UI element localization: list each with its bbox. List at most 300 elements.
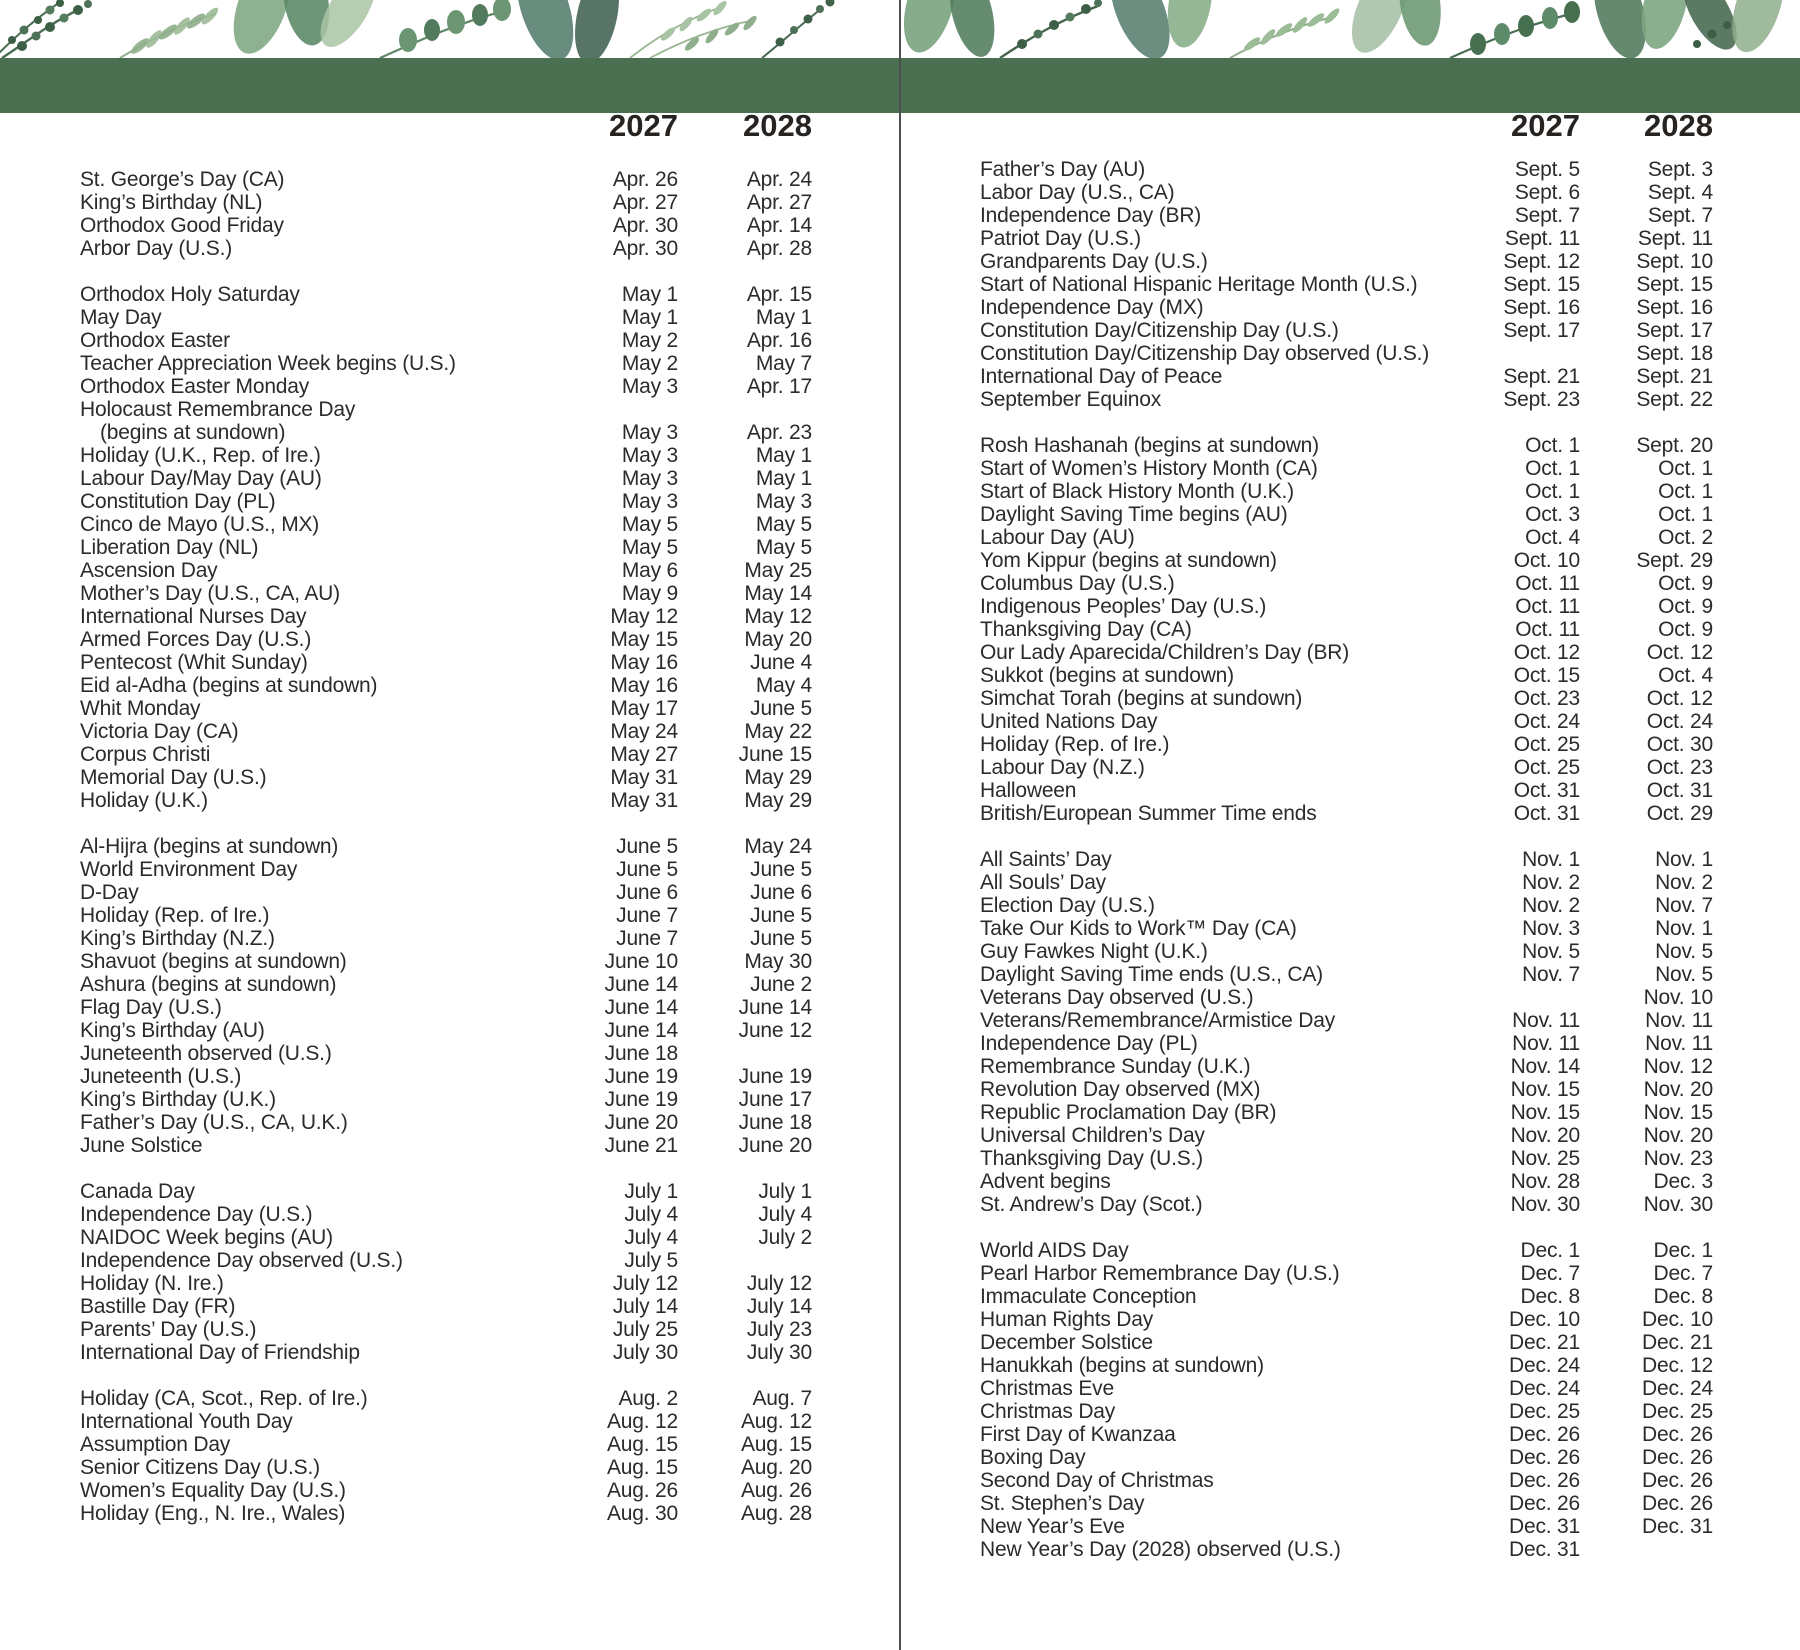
date-2027: May 17 (610, 697, 678, 720)
date-2028: Aug. 7 (752, 1387, 812, 1410)
holiday-name: Veterans Day observed (U.S.) (980, 986, 1254, 1009)
holiday-name: New Year’s Day (2028) observed (U.S.) (980, 1538, 1341, 1561)
date-2027: Sept. 17 (1503, 319, 1580, 342)
holiday-group (80, 1180, 812, 1364)
holiday-row (80, 467, 812, 490)
holiday-row (80, 743, 812, 766)
holiday-name: World Environment Day (80, 858, 298, 881)
date-2027: May 3 (621, 490, 678, 513)
holiday-row (80, 1272, 812, 1295)
date-2027: Nov. 30 (1510, 1193, 1580, 1216)
date-2028: June 2 (750, 973, 812, 996)
date-2028: Oct. 9 (1658, 618, 1713, 641)
date-2027: May 3 (621, 375, 678, 398)
holiday-name: St. Stephen’s Day (980, 1492, 1145, 1515)
date-2027: Dec. 21 (1509, 1331, 1580, 1354)
holiday-row (80, 1456, 812, 1479)
holiday-row (80, 1249, 812, 1272)
holiday-name: Orthodox Good Friday (80, 214, 284, 237)
date-2027: June 19 (604, 1088, 678, 1111)
holiday-name: Holiday (U.K., Rep. of Ire.) (80, 444, 321, 467)
date-2027: Oct. 15 (1513, 664, 1580, 687)
holiday-name: Start of Black History Month (U.K.) (980, 480, 1294, 503)
holiday-name: Guy Fawkes Night (U.K.) (980, 940, 1208, 963)
holiday-row (80, 1387, 812, 1410)
date-2028: Nov. 11 (1645, 1032, 1713, 1055)
holiday-name: Christmas Day (980, 1400, 1116, 1423)
holiday-row (80, 1479, 812, 1502)
right-holiday-list (980, 158, 1713, 1561)
date-2028: Sept. 4 (1647, 181, 1713, 204)
holiday-name: (begins at sundown) (100, 421, 286, 444)
date-2028: July 14 (746, 1295, 812, 1318)
date-2027: Dec. 26 (1509, 1446, 1580, 1469)
holiday-name: Constitution Day/Citizenship Day observed (U.S.) (980, 342, 1430, 365)
holiday-row (980, 1078, 1713, 1101)
light-leaf-cluster (1340, 0, 1446, 58)
holiday-row (980, 250, 1713, 273)
date-2028: Oct. 9 (1658, 595, 1713, 618)
holiday-name: Pearl Harbor Remembrance Day (U.S.) (980, 1262, 1340, 1285)
date-2027: July 4 (624, 1203, 678, 1226)
holiday-name: Yom Kippur (begins at sundown) (980, 549, 1277, 572)
holiday-name: St. George’s Day (CA) (80, 168, 285, 191)
teal-leaf-cluster (505, 0, 626, 58)
holiday-row (980, 526, 1713, 549)
date-2028: June 4 (750, 651, 812, 674)
holiday-row (80, 191, 812, 214)
date-2027: Aug. 26 (607, 1479, 678, 1502)
date-2028: Sept. 17 (1636, 319, 1713, 342)
holiday-group (80, 283, 812, 812)
holiday-row (980, 710, 1713, 733)
holiday-row (980, 457, 1713, 480)
holiday-row (80, 1203, 812, 1226)
holiday-row (80, 283, 812, 306)
date-2028: Apr. 27 (746, 191, 812, 214)
date-2028: Oct. 1 (1658, 457, 1713, 480)
holiday-name: Mother’s Day (U.S., CA, AU) (80, 582, 340, 605)
holiday-name: D-Day (80, 881, 139, 904)
date-2028: May 14 (744, 582, 812, 605)
date-2027: July 4 (624, 1226, 678, 1249)
date-2028: May 1 (755, 444, 812, 467)
date-2028: Nov. 11 (1645, 1009, 1713, 1032)
holiday-row (980, 388, 1713, 411)
holiday-name: Al-Hijra (begins at sundown) (80, 835, 339, 858)
date-2027: May 27 (610, 743, 678, 766)
holiday-name: Assumption Day (80, 1433, 231, 1456)
holiday-name: International Nurses Day (80, 605, 307, 628)
holiday-row (80, 789, 812, 812)
date-2027: May 5 (621, 513, 678, 536)
holiday-row (980, 1469, 1713, 1492)
date-2027: Oct. 11 (1515, 595, 1580, 618)
holiday-name: Human Rights Day (980, 1308, 1154, 1331)
date-2027: May 31 (610, 766, 678, 789)
holiday-row (980, 756, 1713, 779)
holiday-row (80, 444, 812, 467)
date-2028: Apr. 28 (746, 237, 812, 260)
right-year-header-2028: 2028 (1644, 108, 1713, 143)
holiday-name: First Day of Kwanzaa (980, 1423, 1176, 1446)
holiday-row (980, 733, 1713, 756)
date-2028: Apr. 23 (746, 421, 812, 444)
holiday-group (980, 434, 1713, 825)
date-2027: June 14 (604, 1019, 678, 1042)
date-2027: June 6 (616, 881, 678, 904)
right-year-header-2027: 2027 (1511, 108, 1580, 143)
date-2027: July 30 (612, 1341, 678, 1364)
date-2028: Nov. 1 (1655, 848, 1713, 871)
date-2027: May 3 (621, 467, 678, 490)
date-2028: Oct. 30 (1646, 733, 1713, 756)
date-2027: Dec. 1 (1520, 1239, 1580, 1262)
date-2027: Sept. 7 (1514, 204, 1580, 227)
holiday-row (980, 1032, 1713, 1055)
holiday-row (980, 871, 1713, 894)
holiday-row (80, 1318, 812, 1341)
date-2027: May 1 (621, 306, 678, 329)
holiday-row (980, 963, 1713, 986)
date-2028: Nov. 12 (1643, 1055, 1713, 1078)
holiday-row (980, 1308, 1713, 1331)
date-2027: Apr. 27 (612, 191, 678, 214)
holiday-row (980, 940, 1713, 963)
date-2028: May 5 (755, 513, 812, 536)
date-2028: Sept. 11 (1637, 227, 1713, 250)
holiday-name: Whit Monday (80, 697, 201, 720)
date-2028: Sept. 21 (1636, 365, 1713, 388)
date-2027 (1480, 986, 1580, 1009)
holiday-row (980, 1492, 1713, 1515)
holiday-group (80, 1387, 812, 1525)
date-2027: Oct. 23 (1513, 687, 1580, 710)
holiday-name: Eid al-Adha (begins at sundown) (80, 674, 378, 697)
holiday-name: Senior Citizens Day (U.S.) (80, 1456, 320, 1479)
holiday-name: Thanksgiving Day (U.S.) (980, 1147, 1203, 1170)
date-2028: June 5 (750, 904, 812, 927)
holiday-name: Simchat Torah (begins at sundown) (980, 687, 1303, 710)
holiday-group (980, 848, 1713, 1216)
date-2027: May 2 (621, 352, 678, 375)
holiday-row (980, 204, 1713, 227)
holiday-row (80, 1226, 812, 1249)
date-2028 (678, 398, 812, 421)
holiday-name: Orthodox Holy Saturday (80, 283, 300, 306)
holiday-row (80, 1019, 812, 1042)
date-2028: July 4 (758, 1203, 812, 1226)
holiday-name: Juneteenth (U.S.) (80, 1065, 242, 1088)
date-2028: June 18 (738, 1111, 812, 1134)
date-2028: Nov. 10 (1643, 986, 1713, 1009)
date-2027: Dec. 26 (1509, 1423, 1580, 1446)
light-fronds (630, 0, 759, 58)
date-2027: June 18 (604, 1042, 678, 1065)
holiday-row (980, 1262, 1713, 1285)
holiday-name: Memorial Day (U.S.) (80, 766, 267, 789)
holiday-row (980, 986, 1713, 1009)
date-2027: June 20 (604, 1111, 678, 1134)
holiday-name: Holiday (Eng., N. Ire., Wales) (80, 1502, 346, 1525)
date-2028: Sept. 29 (1636, 549, 1713, 572)
date-2028: June 19 (738, 1065, 812, 1088)
date-2027: Aug. 15 (607, 1456, 678, 1479)
holiday-name: King’s Birthday (N.Z.) (80, 927, 275, 950)
date-2027: May 24 (610, 720, 678, 743)
holiday-name: Election Day (U.S.) (980, 894, 1155, 917)
holiday-name: Father’s Day (U.S., CA, U.K.) (80, 1111, 348, 1134)
date-2027: July 1 (624, 1180, 678, 1203)
holiday-row (80, 421, 812, 444)
holiday-name: Shavuot (begins at sundown) (80, 950, 347, 973)
holiday-name: Juneteenth observed (U.S.) (80, 1042, 332, 1065)
date-2027: June 10 (604, 950, 678, 973)
holiday-row (80, 1111, 812, 1134)
date-2027: May 1 (621, 283, 678, 306)
date-2027: June 7 (616, 904, 678, 927)
date-2028: Oct. 31 (1646, 779, 1713, 802)
holiday-row (980, 1285, 1713, 1308)
holiday-name: Holiday (Rep. of Ire.) (980, 733, 1170, 756)
date-2028: Aug. 20 (741, 1456, 812, 1479)
holiday-name: International Youth Day (80, 1410, 293, 1433)
date-2028: Aug. 15 (741, 1433, 812, 1456)
holiday-name: Canada Day (80, 1180, 195, 1203)
holiday-group (80, 835, 812, 1157)
holiday-row (80, 651, 812, 674)
holiday-row (80, 1088, 812, 1111)
date-2027: July 14 (612, 1295, 678, 1318)
date-2028: July 30 (746, 1341, 812, 1364)
date-2028: Apr. 15 (746, 283, 812, 306)
date-2028: Oct. 9 (1658, 572, 1713, 595)
date-2028: June 14 (738, 996, 812, 1019)
center-page-divider (899, 0, 901, 1650)
date-2027: May 15 (610, 628, 678, 651)
date-2027: May 9 (621, 582, 678, 605)
date-2027: Nov. 20 (1510, 1124, 1580, 1147)
date-2027: June 14 (604, 973, 678, 996)
holiday-name: Independence Day (MX) (980, 296, 1204, 319)
date-2027: Aug. 2 (618, 1387, 678, 1410)
date-2028: Sept. 22 (1636, 388, 1713, 411)
holiday-name: Revolution Day observed (MX) (980, 1078, 1261, 1101)
date-2027: Nov. 15 (1510, 1101, 1580, 1124)
holiday-row (980, 1538, 1713, 1561)
holiday-row (980, 1377, 1713, 1400)
holiday-name: Liberation Day (NL) (80, 536, 259, 559)
eucalyptus-branch (380, 0, 511, 58)
holiday-name: Advent begins (980, 1170, 1111, 1193)
date-2027 (1480, 342, 1580, 365)
holiday-row (80, 1065, 812, 1088)
holiday-row (80, 306, 812, 329)
date-2027: May 5 (621, 536, 678, 559)
holiday-name: Teacher Appreciation Week begins (U.S.) (80, 352, 456, 375)
date-2028: May 1 (755, 306, 812, 329)
holiday-row (980, 319, 1713, 342)
holiday-row (980, 1124, 1713, 1147)
date-2027: Oct. 25 (1513, 733, 1580, 756)
holiday-row (980, 1400, 1713, 1423)
date-2027: Dec. 10 (1509, 1308, 1580, 1331)
holiday-name: Constitution Day/Citizenship Day (U.S.) (980, 319, 1339, 342)
holiday-name: British/European Summer Time ends (980, 802, 1317, 825)
date-2027 (578, 398, 678, 421)
date-2027: June 14 (604, 996, 678, 1019)
date-2028 (1580, 1538, 1713, 1561)
date-2028: Apr. 14 (746, 214, 812, 237)
holiday-name: Start of National Hispanic Heritage Month (U.S.) (980, 273, 1418, 296)
date-2027: Nov. 2 (1522, 871, 1580, 894)
date-2028: May 5 (755, 536, 812, 559)
holiday-name: Independence Day (PL) (980, 1032, 1198, 1055)
date-2027: Nov. 14 (1510, 1055, 1580, 1078)
holiday-name: September Equinox (980, 388, 1162, 411)
holiday-row (980, 549, 1713, 572)
holiday-name: Bastille Day (FR) (80, 1295, 236, 1318)
holiday-name: Sukkot (begins at sundown) (980, 664, 1234, 687)
holiday-group (980, 158, 1713, 411)
holiday-row (980, 848, 1713, 871)
holiday-row (80, 237, 812, 260)
date-2028: Oct. 29 (1646, 802, 1713, 825)
date-2028 (678, 1249, 812, 1272)
holiday-name: Ashura (begins at sundown) (80, 973, 337, 996)
right-year-headers (980, 109, 1713, 143)
date-2027: Nov. 7 (1522, 963, 1580, 986)
holiday-row (980, 1147, 1713, 1170)
holiday-row (980, 894, 1713, 917)
date-2028: Nov. 15 (1643, 1101, 1713, 1124)
date-2027: Nov. 5 (1522, 940, 1580, 963)
holiday-name: May Day (80, 306, 162, 329)
holiday-name: Thanksgiving Day (CA) (980, 618, 1192, 641)
holiday-name: Halloween (980, 779, 1077, 802)
date-2027: Oct. 4 (1525, 526, 1580, 549)
holiday-row (80, 605, 812, 628)
date-2027: Dec. 31 (1509, 1515, 1580, 1538)
date-2028: May 20 (744, 628, 812, 651)
right-edge-cluster (1584, 0, 1794, 58)
holiday-name: Armed Forces Day (U.S.) (80, 628, 312, 651)
date-2027: Dec. 24 (1509, 1377, 1580, 1400)
holiday-name: June Solstice (80, 1134, 203, 1157)
holiday-name: Immaculate Conception (980, 1285, 1197, 1308)
date-2027: Sept. 6 (1514, 181, 1580, 204)
date-2028: May 12 (744, 605, 812, 628)
date-2028: Dec. 26 (1642, 1423, 1713, 1446)
holiday-name: Orthodox Easter Monday (80, 375, 310, 398)
date-2028: Oct. 23 (1646, 756, 1713, 779)
holiday-name: Start of Women’s History Month (CA) (980, 457, 1318, 480)
date-2027: Oct. 31 (1513, 779, 1580, 802)
date-2028: Sept. 3 (1647, 158, 1713, 181)
berry-sprig-right (1000, 0, 1102, 58)
holiday-row (80, 881, 812, 904)
holiday-row (980, 158, 1713, 181)
date-2028: Oct. 24 (1646, 710, 1713, 733)
date-2028: May 29 (744, 789, 812, 812)
date-2027: Sept. 23 (1503, 388, 1580, 411)
holiday-row (80, 513, 812, 536)
holiday-name: Hanukkah (begins at sundown) (980, 1354, 1264, 1377)
date-2028: Aug. 28 (741, 1502, 812, 1525)
date-2027: Oct. 1 (1525, 434, 1580, 457)
date-2028: Sept. 18 (1636, 342, 1713, 365)
date-2028: June 5 (750, 927, 812, 950)
date-2028: Sept. 7 (1647, 204, 1713, 227)
date-2027: Oct. 10 (1513, 549, 1580, 572)
date-2028: July 23 (746, 1318, 812, 1341)
date-2028: Nov. 30 (1643, 1193, 1713, 1216)
date-2027: May 12 (610, 605, 678, 628)
holiday-name: Victoria Day (CA) (80, 720, 239, 743)
holiday-row (80, 1410, 812, 1433)
date-2027: Dec. 7 (1520, 1262, 1580, 1285)
left-year-header-2028: 2028 (743, 108, 812, 143)
holiday-name: King’s Birthday (U.K.) (80, 1088, 276, 1111)
holiday-name: King’s Birthday (NL) (80, 191, 263, 214)
date-2027: Sept. 12 (1503, 250, 1580, 273)
holiday-name: Remembrance Sunday (U.K.) (980, 1055, 1251, 1078)
holiday-row (80, 329, 812, 352)
date-2028: July 12 (746, 1272, 812, 1295)
holiday-row (980, 1446, 1713, 1469)
date-2028: Aug. 12 (741, 1410, 812, 1433)
date-2028: Oct. 1 (1658, 480, 1713, 503)
date-2028: Nov. 7 (1655, 894, 1713, 917)
holiday-row (80, 1433, 812, 1456)
date-2028: Nov. 2 (1655, 871, 1713, 894)
holiday-row (980, 480, 1713, 503)
holiday-name: New Year’s Eve (980, 1515, 1125, 1538)
date-2027: Oct. 1 (1525, 480, 1580, 503)
holiday-row (980, 1239, 1713, 1262)
holiday-name: Labour Day/May Day (AU) (80, 467, 322, 490)
date-2028: July 2 (758, 1226, 812, 1249)
date-2027: Sept. 15 (1503, 273, 1580, 296)
holiday-row (80, 168, 812, 191)
date-2027: Dec. 26 (1509, 1492, 1580, 1515)
holiday-name: Parents’ Day (U.S.) (80, 1318, 257, 1341)
date-2028: Apr. 16 (746, 329, 812, 352)
holiday-name: Grandparents Day (U.S.) (980, 250, 1208, 273)
date-2027: July 5 (624, 1249, 678, 1272)
holiday-name: All Saints’ Day (980, 848, 1112, 871)
date-2027: Apr. 30 (612, 214, 678, 237)
holiday-name: Holiday (U.K.) (80, 789, 208, 812)
holiday-name: Holiday (CA, Scot., Rep. of Ire.) (80, 1387, 368, 1410)
holiday-row (80, 1341, 812, 1364)
holiday-name: Ascension Day (80, 559, 218, 582)
holiday-row (80, 697, 812, 720)
holiday-group (980, 1239, 1713, 1561)
date-2027: Oct. 25 (1513, 756, 1580, 779)
date-2028: May 30 (744, 950, 812, 973)
date-2028: Sept. 20 (1636, 434, 1713, 457)
round-leaf-branch (1450, 1, 1580, 58)
holiday-name: Boxing Day (980, 1446, 1086, 1469)
holiday-row (980, 181, 1713, 204)
date-2028: Dec. 8 (1653, 1285, 1713, 1308)
holiday-row (80, 973, 812, 996)
holiday-name: Daylight Saving Time ends (U.S., CA) (980, 963, 1323, 986)
holiday-name: Corpus Christi (80, 743, 211, 766)
date-2028: May 22 (744, 720, 812, 743)
holiday-row (980, 434, 1713, 457)
